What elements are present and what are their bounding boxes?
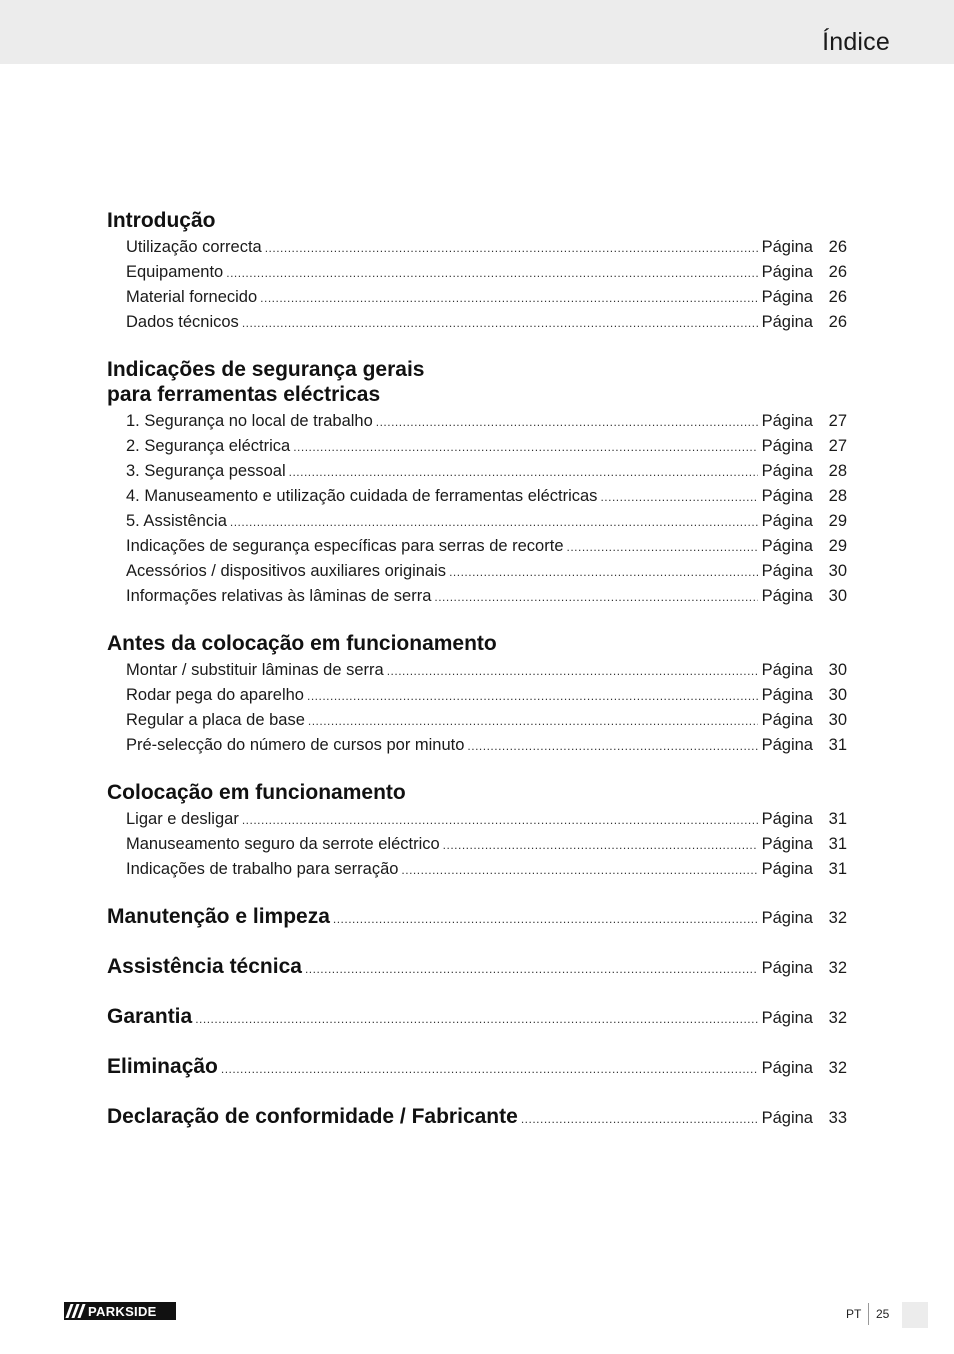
leader-dots — [307, 684, 758, 709]
page-label: Página — [761, 238, 813, 256]
page-label: Página — [761, 835, 813, 853]
entry-text: Pré-selecção do número de cursos por minuto — [126, 736, 465, 754]
parkside-logo — [64, 1302, 176, 1320]
leader-dots — [467, 734, 757, 759]
footer-corner-box — [902, 1302, 928, 1328]
toc-entry[interactable] — [107, 434, 847, 459]
logo-text: PARKSIDE — [88, 1303, 157, 1319]
toc-entry[interactable] — [107, 832, 847, 857]
page-label: Página — [761, 412, 813, 430]
leader-dots — [376, 410, 758, 435]
toc-entry[interactable] — [107, 310, 847, 335]
page-label: Página — [761, 1059, 813, 1077]
page-number: 26 — [828, 263, 847, 281]
footer-page-number: 25 — [876, 1307, 890, 1321]
entry-text: Regular a placa de base — [126, 711, 305, 729]
footer-divider — [868, 1303, 869, 1325]
page-number: 26 — [828, 288, 847, 306]
leader-dots — [226, 261, 757, 286]
section-title: Manutenção e limpeza — [107, 905, 330, 928]
leader-dots — [434, 585, 757, 610]
toc-entry[interactable] — [107, 708, 847, 733]
page-number: 29 — [828, 512, 847, 530]
page-number: 32 — [828, 909, 847, 927]
page-label: Página — [761, 711, 813, 729]
logo-stripes-icon — [64, 1302, 86, 1320]
leader-dots — [443, 833, 758, 858]
entry-text: Rodar pega do aparelho — [126, 686, 304, 704]
page-number: 30 — [828, 562, 847, 580]
page-number: 30 — [828, 711, 847, 729]
section-title-line-1: Indicações de segurança gerais — [107, 358, 425, 381]
entry-text: Utilização correcta — [126, 238, 262, 256]
toc-entry[interactable] — [107, 509, 847, 534]
leader-dots — [308, 709, 758, 734]
toc-entry[interactable] — [107, 285, 847, 310]
entry-text: Dados técnicos — [126, 313, 239, 331]
leader-dots — [293, 435, 757, 460]
page-label: Página — [761, 860, 813, 878]
toc-entry[interactable] — [107, 260, 847, 285]
leader-dots — [260, 286, 757, 311]
toc-entry[interactable] — [107, 235, 847, 260]
page-number: 28 — [828, 462, 847, 480]
page-label: Página — [761, 1009, 813, 1027]
leader-dots — [401, 858, 757, 883]
page-label: Página — [761, 313, 813, 331]
page-label: Página — [761, 512, 813, 530]
page-number: 26 — [828, 313, 847, 331]
footer-language: PT — [846, 1307, 862, 1321]
toc-entry[interactable] — [107, 409, 847, 434]
toc-section-colocacao — [107, 780, 847, 882]
page-number: 30 — [828, 661, 847, 679]
entry-text: Equipamento — [126, 263, 224, 281]
toc-section-antes-colocacao — [107, 631, 847, 758]
leader-dots — [387, 659, 758, 684]
entry-text: Informações relativas às lâminas de serra — [126, 587, 432, 605]
entry-text: Montar / substituir lâminas de serra — [126, 661, 384, 679]
page-number: 31 — [828, 810, 847, 828]
page-number: 29 — [828, 537, 847, 555]
leader-dots — [242, 311, 758, 336]
entry-text: 2. Segurança eléctrica — [126, 437, 291, 455]
page-label: Página — [761, 263, 813, 281]
page-number: 32 — [828, 959, 847, 977]
section-title: Antes da colocação em funcionamento — [107, 632, 497, 655]
toc-entry[interactable] — [107, 807, 847, 832]
toc-entry[interactable] — [107, 584, 847, 609]
page-label: Página — [761, 562, 813, 580]
page-number: 27 — [828, 412, 847, 430]
toc-entry[interactable] — [107, 733, 847, 758]
page-title: Índice — [822, 28, 890, 56]
leader-dots — [333, 912, 758, 926]
page-number: 31 — [828, 860, 847, 878]
toc-section-introducao — [107, 208, 847, 335]
leader-dots — [242, 808, 758, 833]
section-title: Eliminação — [107, 1055, 218, 1078]
page-number: 31 — [828, 736, 847, 754]
toc-section-garantia[interactable] — [107, 1004, 847, 1032]
section-title: Assistência técnica — [107, 955, 302, 978]
entry-text: 1. Segurança no local de trabalho — [126, 412, 373, 430]
section-title: Introdução — [107, 209, 216, 232]
page-label: Página — [761, 686, 813, 704]
leader-dots — [221, 1062, 758, 1076]
toc-entry[interactable] — [107, 534, 847, 559]
page-label: Página — [761, 959, 813, 977]
page-number: 33 — [828, 1109, 847, 1127]
leader-dots — [230, 510, 758, 535]
toc-section-assistencia-tecnica[interactable] — [107, 954, 847, 982]
page-label: Página — [761, 462, 813, 480]
page-number: 32 — [828, 1059, 847, 1077]
section-title: Garantia — [107, 1005, 193, 1028]
toc-section-seguranca — [107, 357, 847, 609]
page-number: 28 — [828, 487, 847, 505]
page-label: Página — [761, 288, 813, 306]
page-label: Página — [761, 437, 813, 455]
toc-entry[interactable] — [107, 658, 847, 683]
section-title-line-2: para ferramentas eléctricas — [107, 383, 381, 406]
entry-text: Acessórios / dispositivos auxiliares originais — [126, 562, 447, 580]
page-number: 31 — [828, 835, 847, 853]
page-number: 32 — [828, 1009, 847, 1027]
page-label: Página — [761, 1109, 813, 1127]
toc-section-eliminacao[interactable] — [107, 1054, 847, 1082]
page-number: 27 — [828, 437, 847, 455]
leader-dots — [195, 1012, 757, 1026]
leader-dots — [521, 1112, 758, 1126]
page-number: 26 — [828, 238, 847, 256]
page-number: 30 — [828, 686, 847, 704]
page-label: Página — [761, 487, 813, 505]
leader-dots — [265, 236, 758, 261]
leader-dots — [289, 460, 758, 485]
section-title: Colocação em funcionamento — [107, 781, 406, 804]
page-label: Página — [761, 587, 813, 605]
leader-dots — [449, 560, 758, 585]
entry-text: Ligar e desligar — [126, 810, 239, 828]
page-number: 30 — [828, 587, 847, 605]
toc-entry[interactable] — [107, 559, 847, 584]
entry-text: Indicações de segurança específicas para serras de recorte — [126, 537, 564, 555]
toc-entry[interactable] — [107, 683, 847, 708]
toc-entry[interactable] — [107, 857, 847, 882]
section-title: Declaração de conformidade / Fabricante — [107, 1105, 518, 1128]
leader-dots — [600, 485, 757, 510]
leader-dots — [567, 535, 758, 560]
leader-dots — [305, 962, 758, 976]
toc-entry[interactable] — [107, 484, 847, 509]
page-label: Página — [761, 537, 813, 555]
entry-text: Indicações de trabalho para serração — [126, 860, 399, 878]
page-label: Página — [761, 736, 813, 754]
entry-text: 5. Assistência — [126, 512, 227, 530]
page-label: Página — [761, 909, 813, 927]
page-label: Página — [761, 661, 813, 679]
toc-entry[interactable] — [107, 459, 847, 484]
toc-section-manutencao[interactable] — [107, 904, 847, 932]
entry-text: 3. Segurança pessoal — [126, 462, 286, 480]
entry-text: Manuseamento seguro da serrote eléctrico — [126, 835, 440, 853]
toc-section-declaracao[interactable] — [107, 1104, 847, 1132]
entry-text: 4. Manuseamento e utilização cuidada de ferramentas eléctricas — [126, 487, 598, 505]
header-band — [0, 0, 954, 64]
page-label: Página — [761, 810, 813, 828]
entry-text: Material fornecido — [126, 288, 258, 306]
table-of-contents — [107, 208, 847, 1154]
